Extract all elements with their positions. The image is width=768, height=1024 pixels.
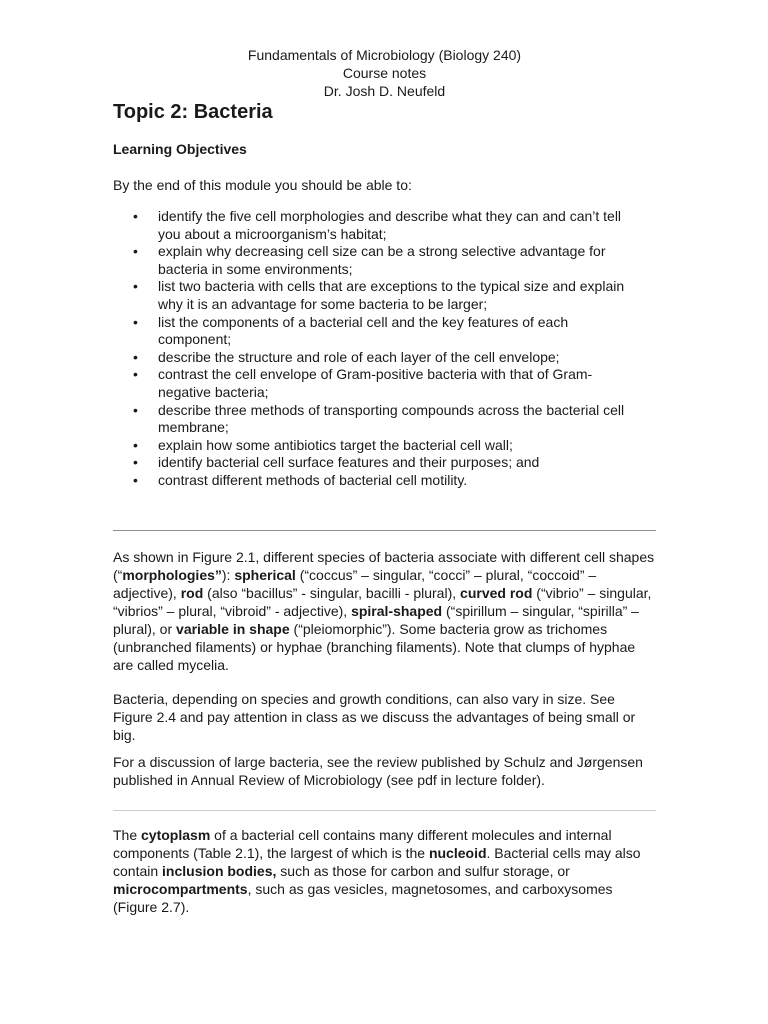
- bold-term: rod: [180, 585, 204, 601]
- list-item: [113, 349, 643, 367]
- instructor-name: Dr. Josh D. Neufeld: [323, 83, 446, 99]
- large-bacteria-paragraph: [113, 753, 658, 789]
- section-divider: [113, 530, 656, 531]
- text-run: (“spirillum – singular, “spirilla” – plural), or: [113, 603, 639, 637]
- text-run: of a bacterial cell contains many different molecules and internal components (Table 2.1), the largest of which is the: [113, 827, 612, 861]
- section-divider: [113, 810, 656, 811]
- text-run: (“coccus” – singular, “cocci” – plural, “coccoid” – adjective),: [113, 567, 597, 601]
- bold-term: spherical: [234, 567, 296, 583]
- bullet-icon: •: [133, 436, 138, 453]
- bullet-icon: •: [133, 471, 138, 488]
- bullet-icon: •: [133, 278, 138, 295]
- text-run: ):: [221, 567, 235, 583]
- course-header: [113, 0, 656, 100]
- list-item: [113, 208, 643, 243]
- list-item: [113, 278, 643, 313]
- course-name: Fundamentals of Microbiology (Biology 240): [247, 47, 522, 63]
- bullet-icon: •: [133, 208, 138, 224]
- cytoplasm-paragraph: [113, 826, 658, 916]
- bold-term: nucleoid: [428, 845, 487, 861]
- bullet-icon: •: [133, 401, 138, 418]
- objectives-list: [113, 208, 643, 490]
- course-notes-label: Course notes: [342, 65, 427, 81]
- bold-term: variable in shape: [176, 621, 290, 637]
- text-run: , such as gas vesicles, magnetosomes, and carboxysomes (Figure 2.7).: [113, 881, 613, 915]
- text-run: . Bacterial cells may also contain: [113, 845, 641, 879]
- learning-objectives-heading: Learning Objectives: [113, 141, 247, 157]
- text-run: As shown in Figure 2.1, different species of bacteria associate with different cell shapes (“: [113, 549, 655, 583]
- text-run: (“vibrio” – singular, “vibrios” – plural, “vibroid” - adjective),: [113, 585, 652, 619]
- text-run: such as those for carbon and sulfur storage, or: [276, 863, 570, 879]
- bullet-icon: •: [133, 348, 138, 365]
- size-paragraph: [113, 690, 658, 744]
- list-item: [113, 366, 643, 401]
- objective-text: identify the five cell morphologies and describe what they can and can’t tell you about a microorganism’s habitat;: [158, 208, 622, 242]
- objective-text: identify bacterial cell surface features and their purposes; and: [158, 454, 540, 471]
- objective-text: explain why decreasing cell size can be a strong selective advantage for bacteria in some environments;: [158, 243, 606, 277]
- objective-text: contrast different methods of bacterial cell motility.: [158, 471, 468, 488]
- bold-term: spiral-shaped: [351, 603, 443, 619]
- list-item: [113, 472, 643, 490]
- text-run: (“pleiomorphic”). Some bacteria grow as trichomes (unbranched filaments) or hyphae (branching filaments). Note that clumps of hyphae are called mycelia.: [113, 621, 636, 673]
- list-item: [113, 437, 643, 455]
- bold-term: morphologies”: [122, 567, 222, 583]
- list-item: [113, 402, 643, 437]
- topic-title: Topic 2: Bacteria: [113, 101, 273, 123]
- list-item: [113, 243, 643, 278]
- bold-term: cytoplasm: [141, 827, 211, 843]
- objective-text: describe three methods of transporting compounds across the bacterial cell membrane;: [158, 401, 625, 436]
- bold-term: inclusion bodies,: [162, 863, 277, 879]
- text-run: Bacteria, depending on species and growth conditions, can also vary in size. See Figure 2.4 and pay attention in class as we discuss the advantages of being small or big.: [113, 691, 636, 743]
- bold-term: curved rod: [460, 585, 533, 601]
- text-run: For a discussion of large bacteria, see the review published by Schulz and Jørgensen published in Annual Review of Microbiology (see pdf in lecture folder).: [113, 754, 643, 788]
- text-run: The: [113, 827, 142, 843]
- objective-text: list the components of a bacterial cell and the key features of each component;: [158, 313, 569, 348]
- bullet-icon: •: [133, 313, 138, 330]
- bullet-icon: •: [133, 243, 138, 260]
- list-item: [113, 314, 643, 349]
- objective-text: describe the structure and role of each layer of the cell envelope;: [158, 348, 560, 365]
- bold-term: microcompartments: [113, 881, 248, 897]
- list-item: [113, 454, 643, 472]
- bullet-icon: •: [133, 366, 138, 383]
- text-run: (also “bacillus” - singular, bacilli - plural),: [203, 585, 461, 601]
- objective-text: explain how some antibiotics target the bacterial cell wall;: [158, 436, 513, 453]
- objective-text: contrast the cell envelope of Gram-positive bacteria with that of Gram-negative bacteria;: [158, 366, 593, 400]
- bullet-icon: •: [133, 454, 138, 471]
- morphology-paragraph: [113, 548, 658, 674]
- objective-text: list two bacteria with cells that are exceptions to the typical size and explain why it is an advantage for some bacteria to be larger;: [158, 278, 625, 312]
- objectives-intro: By the end of this module you should be able to:: [113, 177, 412, 193]
